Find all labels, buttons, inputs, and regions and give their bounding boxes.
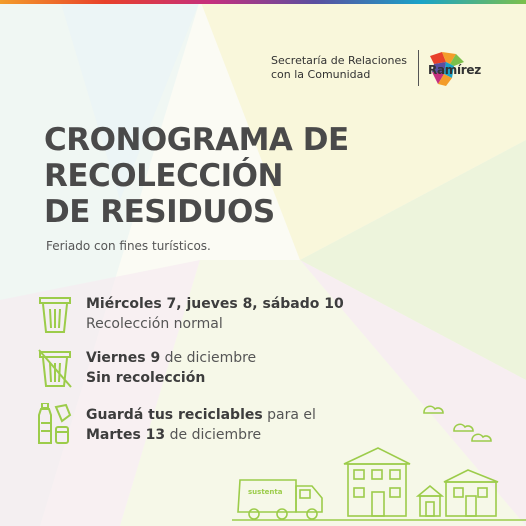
crossed-trash-bin-icon (38, 348, 72, 388)
cloud-icon (454, 424, 473, 431)
item-1-dates: Miércoles 7, jueves 8, sábado 10 (86, 296, 344, 312)
recyclables-icon (38, 403, 78, 445)
title-line-1: CRONOGRAMA DE (44, 122, 349, 158)
organization-line-2: con la Comunidad (271, 68, 371, 81)
top-color-bar (0, 0, 526, 4)
subtitle: Feriado con fines turísticos. (46, 239, 211, 253)
cloud-icon (472, 434, 491, 441)
page-title (44, 122, 464, 230)
cloud-icon (424, 406, 443, 413)
organization-line-1: Secretaría de Relaciones (271, 54, 407, 67)
title-line-2: RECOLECCIÓN (44, 158, 283, 194)
item-2-status: Sin recolección (86, 370, 206, 386)
city-illustration (232, 396, 526, 526)
schedule-item-normal (86, 294, 344, 334)
truck-label: sustenta (248, 488, 283, 496)
item-1-status: Recolección normal (86, 316, 223, 332)
item-3-date: Martes 13 (86, 427, 166, 443)
item-2-month: de diciembre (160, 350, 257, 366)
schedule-item-no-collection (86, 348, 256, 388)
organization-name (271, 54, 411, 82)
logo-text: Ramírez (428, 63, 481, 77)
trash-bin-icon (38, 294, 72, 334)
item-3-connector: para el (262, 407, 316, 423)
item-3-instruction: Guardá tus reciclables (86, 407, 263, 423)
item-2-date: Viernes 9 (86, 350, 161, 366)
header-divider (418, 50, 419, 86)
title-line-3: DE RESIDUOS (44, 194, 275, 230)
item-3-month: de diciembre (165, 427, 262, 443)
